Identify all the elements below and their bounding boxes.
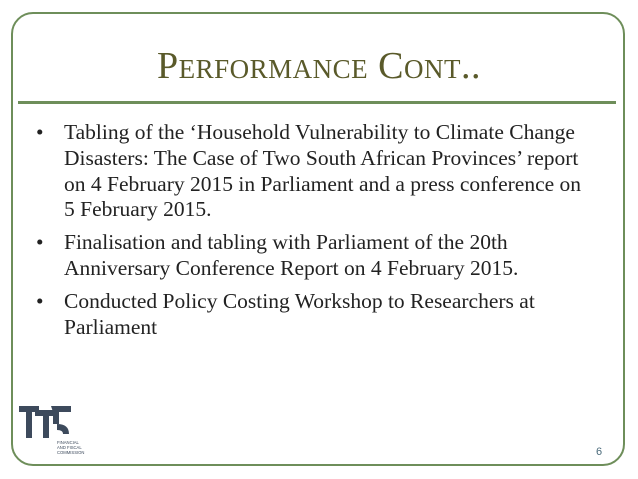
bullet-text: Tabling of the ‘Household Vulnerability to Climate Change Disasters: The Case of Two South African Provinces’ report on 4 February 2015 in Parliament and a press conference on 5 February 2015. [64, 120, 582, 222]
ffc-logo [17, 402, 85, 456]
logo-text-line2: AND FISCAL [57, 445, 82, 450]
bullet-text: Conducted Policy Costing Workshop to Researchers at Parliament [64, 288, 535, 339]
bullet-marker: • [36, 230, 44, 255]
bullet-item [34, 289, 594, 341]
page-number: 6 [596, 446, 603, 458]
logo-text-line1: FINANCIAL [57, 440, 79, 445]
bullet-marker: • [36, 120, 44, 144]
title-divider [18, 101, 616, 104]
logo-text-line3: COMMISSION [57, 450, 85, 455]
bullet-text: Finalisation and tabling with Parliament of the 20th Anniversary Conference Report on 4 February 2015. [64, 230, 519, 280]
ffc-logo-mark [17, 402, 85, 456]
bullet-item [34, 120, 594, 223]
bullet-list [34, 120, 594, 347]
slide-title: Performance Cont.. [157, 45, 481, 87]
bullet-marker: • [36, 288, 44, 313]
bullet-item [34, 230, 594, 282]
